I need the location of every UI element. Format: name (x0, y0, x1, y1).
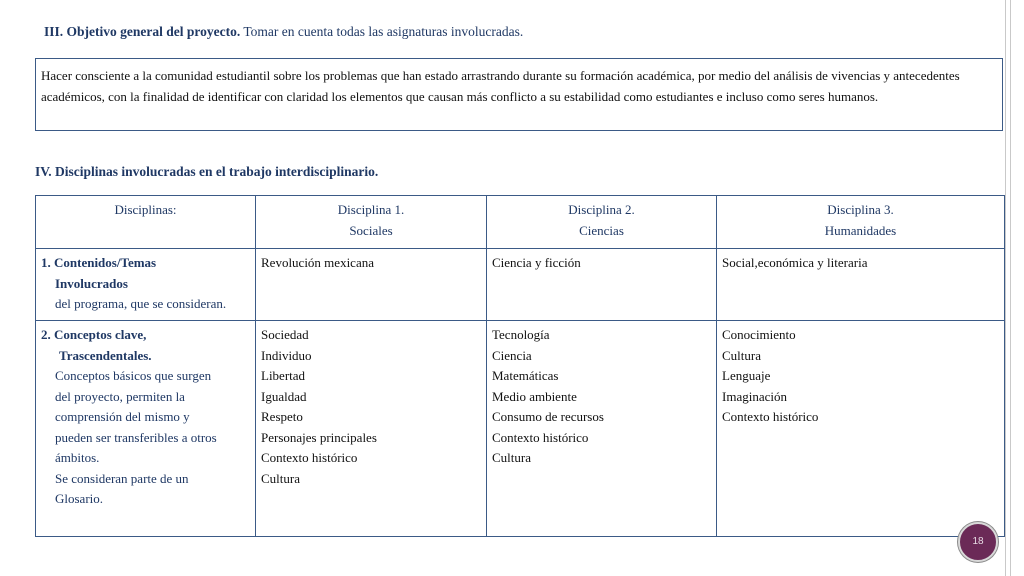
row-header-conceptos (36, 321, 256, 537)
list-item: Imaginación (722, 388, 787, 404)
cell-ciencias-conceptos (487, 321, 717, 537)
row-title: 1. Contenidos/Temas (41, 255, 157, 270)
header-label: Disciplina 2. (568, 202, 635, 217)
row-description-line: pueden ser transferibles a otros (55, 429, 217, 445)
header-disciplina-1 (256, 196, 487, 249)
list-item: Ciencia (492, 347, 532, 363)
list-item: Igualdad (261, 388, 307, 404)
objective-text-box (35, 58, 1003, 131)
list-item: Cultura (492, 450, 531, 465)
cell-humanidades-contenidos (717, 249, 1005, 321)
header-sublabel: Sociales (349, 222, 393, 238)
section-3-instruction: Tomar en cuenta todas las asignaturas involucradas. (243, 24, 524, 39)
table-row-contenidos (36, 249, 1005, 321)
row-description-line: Glosario. (55, 491, 104, 506)
list-item: Cultura (722, 347, 761, 363)
row-description-line: Conceptos básicos que surgen (55, 368, 212, 383)
row-description-line: comprensión del mismo y (55, 409, 190, 424)
objective-text: Hacer consciente a la comunidad estudiantil sobre los problemas que han estado arrastrando durante su formación académica, por medio del análisis de vivencias y antecedentes académicos, con la finalidad de identificar con claridad los elementos que causan más conflicto a su estabilidad como estudiantes e incluso como seres humanos. (41, 68, 960, 104)
cell-ciencias-contenidos (487, 249, 717, 321)
list-item: Medio ambiente (492, 388, 577, 404)
disciplines-table (35, 195, 1005, 537)
right-decorative-rule (1005, 0, 1006, 576)
list-item: Conocimiento (722, 327, 796, 342)
section-4-heading: IV. Disciplinas involucradas en el trabajo interdisciplinario. (35, 164, 379, 179)
list-item: Contexto histórico (492, 429, 589, 445)
row-description-line: ámbitos. (55, 450, 100, 465)
header-disciplina-3 (717, 196, 1005, 249)
row-description-line: del proyecto, permiten la (55, 388, 185, 404)
cell-text: Revolución mexicana (261, 255, 374, 270)
list-item: Tecnología (492, 327, 550, 342)
table-row-conceptos (36, 321, 1005, 537)
row-description: del programa, que se consideran. (55, 296, 227, 311)
row-header-contenidos (36, 249, 256, 321)
header-label: Disciplinas: (114, 202, 177, 217)
row-description-line: Se consideran parte de un (55, 470, 189, 486)
header-sublabel: Ciencias (579, 222, 624, 238)
section-3-heading (44, 24, 523, 40)
header-disciplinas (36, 196, 256, 249)
list-item: Libertad (261, 368, 306, 383)
table-header-row (36, 196, 1005, 249)
cell-text: Ciencia y ficción (492, 255, 581, 270)
page-number-badge: 18 (958, 522, 998, 562)
list-item: Respeto (261, 409, 303, 424)
list-item: Consumo de recursos (492, 409, 604, 424)
cell-sociales-contenidos (256, 249, 487, 321)
list-item: Sociedad (261, 327, 309, 342)
list-item: Contexto histórico (261, 450, 358, 465)
cell-text: Social,económica y literaria (722, 255, 868, 270)
header-label: Disciplina 1. (337, 202, 405, 217)
row-title: 2. Conceptos clave, (41, 327, 147, 342)
cell-humanidades-conceptos (717, 321, 1005, 537)
header-label: Disciplina 3. (827, 202, 894, 217)
row-subtitle: Trascendentales. (59, 347, 152, 363)
cell-sociales-conceptos (256, 321, 487, 537)
list-item: Personajes principales (261, 429, 377, 445)
header-disciplina-2 (487, 196, 717, 249)
list-item: Cultura (261, 470, 300, 486)
right-decorative-rule-inner (1010, 0, 1011, 576)
section-3-title: III. Objetivo general del proyecto. (44, 24, 241, 39)
list-item: Lenguaje (722, 368, 771, 383)
list-item: Individuo (261, 347, 312, 363)
header-sublabel: Humanidades (824, 222, 897, 238)
list-item: Matemáticas (492, 368, 559, 383)
list-item: Contexto histórico (722, 409, 819, 424)
row-subtitle: Involucrados (55, 275, 128, 291)
